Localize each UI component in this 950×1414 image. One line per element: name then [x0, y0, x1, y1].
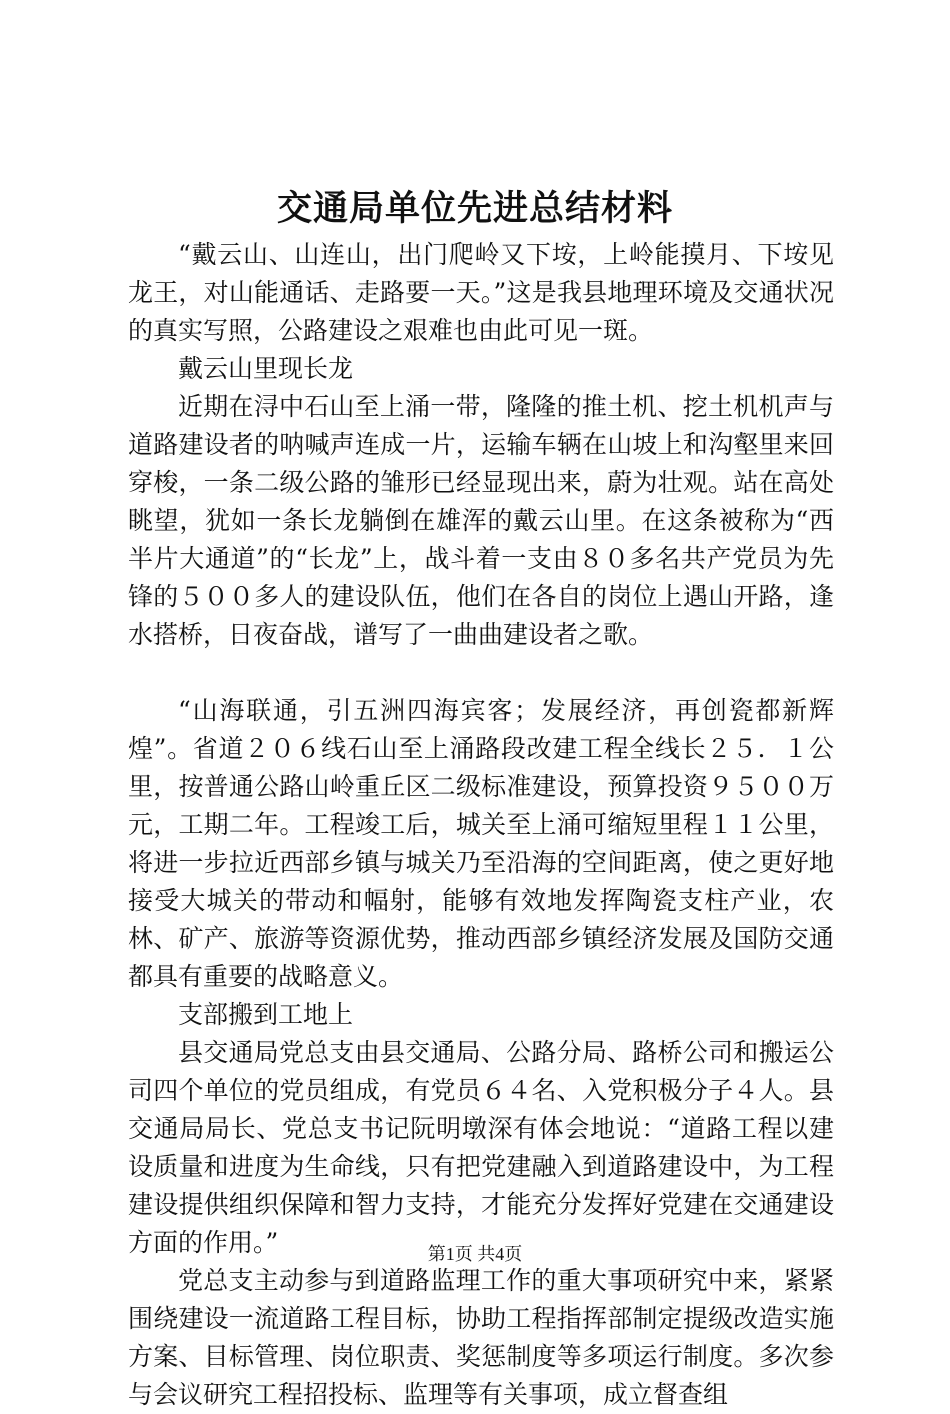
- paragraph-spacer: [128, 654, 834, 692]
- section-heading-dragon: 戴云山里现长龙: [178, 354, 354, 383]
- paragraph-party-branch: 县交通局党总支由县交通局、公路分局、路桥公司和搬运公司四个单位的党员组成，有党员６４名、入党积极分子４人。县交通局局长、党总支书记阮明墩深有体会地说：“道路工程以建设质量和进度为生命线，只有把党建融入到道路建设中，为工程建设提供组织保障和智力支持，才能充分发挥好党建在交通建设方面的作用。”: [128, 1038, 834, 1257]
- page-number-footer: 第1页 共4页: [427, 1244, 523, 1264]
- paragraph-construction: 近期在浔中石山至上涌一带，隆隆的推土机、挖土机机声与道路建设者的呐喊声连成一片，运输车辆在山坡上和沟壑里来回穿梭，一条二级公路的雏形已经显现出来，蔚为壮观。站在高处眺望，犹如一条长龙躺倒在雄浑的戴云山里。在这条被称为“西半片大通道”的“长龙”上，战斗着一支由８０多名共产党员为先锋的５００多人的建设队伍，他们在各自的岗位上遇山开路，逢水搭桥，日夜奋战，谱写了一曲曲建设者之歌。: [128, 392, 834, 649]
- paragraph-supervision: 党总支主动参与到道路监理工作的重大事项研究中来，紧紧围绕建设一流道路工程目标，协助工程指挥部制定提级改造实施方案、目标管理、岗位职责、奖惩制度等多项运行制度。多次参与会议研究工程招投标、监理等有关事项，成立督查组: [128, 1266, 834, 1409]
- document-body: [128, 236, 834, 1414]
- document-title: 交通局单位先进总结材料: [276, 188, 673, 229]
- section-heading-branch: 支部搬到工地上: [178, 1000, 354, 1029]
- paragraph-project: “山海联通，引五洲四海宾客；发展经济，再创瓷都新辉煌”。省道２０６线石山至上涌路段改建工程全线长２５．１公里，按普通公路山岭重丘区二级标准建设，预算投资９５００万元，工期二年。工程竣工后，城关至上涌可缩短里程１１公里，将进一步拉近西部乡镇与城关乃至沿海的空间距离，使之更好地接受大城关的带动和幅射，能够有效地发挥陶瓷支柱产业，农林、矿产、旅游等资源优势，推动西部乡镇经济发展及国防交通都具有重要的战略意义。: [128, 696, 834, 991]
- paragraph-intro: “戴云山、山连山，出门爬岭又下垵，上岭能摸月、下垵见龙王，对山能通话、走路要一天。”这是我县地理环境及交通状况的真实写照，公路建设之艰难也由此可见一斑。: [128, 240, 834, 345]
